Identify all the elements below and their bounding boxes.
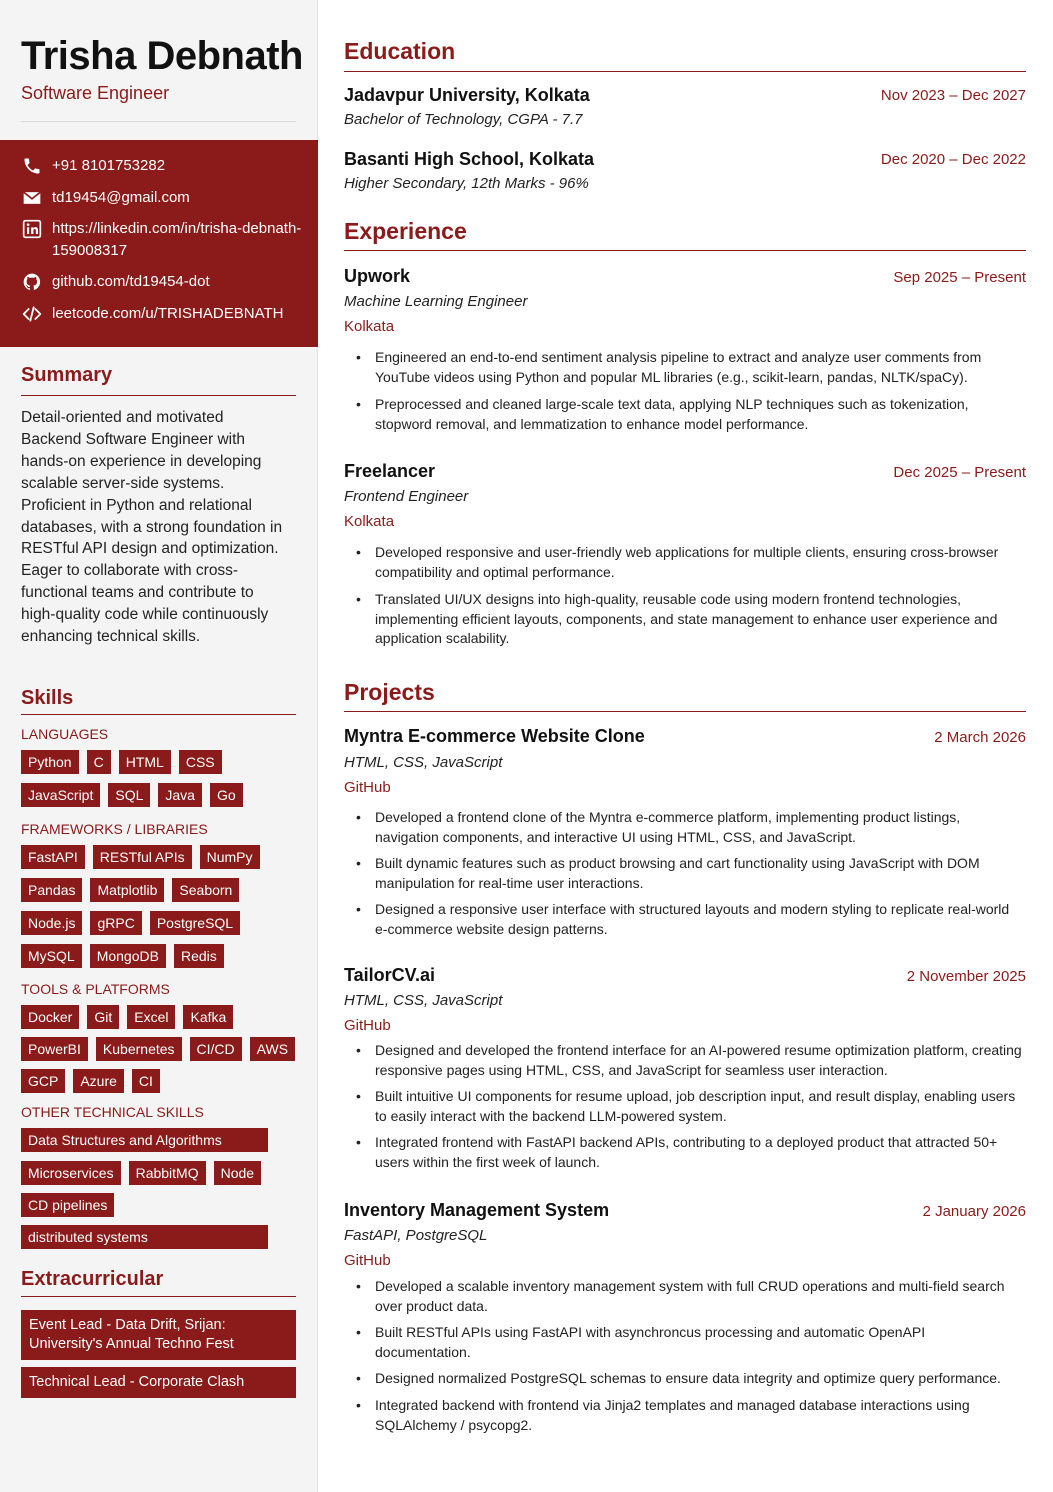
- mail-icon: [22, 188, 42, 208]
- skill-chip: JavaScript: [21, 783, 100, 807]
- skill-chip: Data Structures and Algorithms: [21, 1128, 268, 1152]
- contact-leetcode[interactable]: [22, 303, 302, 325]
- project-bullets: [356, 1277, 1024, 1435]
- chip-row: [21, 750, 230, 774]
- github-text: github.com/td19454-dot: [52, 273, 210, 290]
- education-detail: Higher Secondary, 12th Marks - 96%: [344, 175, 589, 192]
- skill-chip: MySQL: [21, 944, 82, 968]
- skill-chip: PostgreSQL: [150, 911, 240, 935]
- bullet-item: • Designed a responsive user interface with structured layouts and modern styling to replicate real-world e-commerce website design patterns.: [356, 900, 1024, 939]
- skill-chip: Microservices: [21, 1161, 121, 1185]
- project-name: TailorCV.ai: [344, 965, 436, 985]
- linkedin-text: https://linkedin.com/in/trisha-debnath-159008317: [52, 220, 302, 259]
- skill-chip: Redis: [174, 944, 224, 968]
- bullet-item: • Built intuitive UI components for resume upload, job description input, and result display, enabling users to easily interact with the backend LLM-powered system.: [356, 1087, 1024, 1126]
- skill-chip: Git: [87, 1005, 119, 1029]
- chip-row: [21, 783, 251, 807]
- skill-chip: Pandas: [21, 878, 82, 902]
- github-icon: [22, 272, 42, 292]
- skill-chip: Excel: [127, 1005, 175, 1029]
- chip-row: [21, 845, 268, 869]
- project-name: Inventory Management System: [344, 1200, 610, 1220]
- experience-title: Frontend Engineer: [344, 488, 469, 505]
- project-stack: FastAPI, PostgreSQL: [344, 1227, 488, 1244]
- project-date: 2 January 2026: [922, 1203, 1026, 1220]
- linkedin-icon: [22, 219, 42, 239]
- chip-row: [21, 1037, 303, 1061]
- skill-chip: Java: [158, 783, 202, 807]
- education-rule: [344, 71, 1026, 72]
- summary-text: Detail-oriented and motivated Backend Software Engineer with hands-on experience in developing scalable server-side systems. Proficient in Python and relational databases, with a strong foundation in RESTful API design and optimization. Eager to collaborate with cross-functional teams and contribute to high-quality code while continuously enhancing technical skills.: [21, 409, 283, 646]
- skills-category-tools: TOOLS & PLATFORMS: [21, 981, 170, 997]
- experience-bullets: [356, 543, 1024, 649]
- summary-heading: Summary: [21, 364, 113, 386]
- projects-rule: [344, 711, 1026, 712]
- chip-row: [21, 1069, 168, 1093]
- project-bullets: [356, 1041, 1024, 1173]
- experience-location: Kolkata: [344, 318, 395, 335]
- skill-chip: Go: [210, 783, 243, 807]
- phone-text: +91 8101753282: [52, 157, 166, 174]
- project-stack: HTML, CSS, JavaScript: [344, 992, 503, 1009]
- experience-dates: Dec 2025 – Present: [893, 464, 1026, 481]
- bullet-item: • Built dynamic features such as product browsing and cart functionality using JavaScript with DOM manipulation for real-time user interactions.: [356, 854, 1024, 893]
- skill-chip: CI: [132, 1069, 160, 1093]
- skill-chip: distributed systems: [21, 1225, 268, 1249]
- skill-chip: Python: [21, 750, 79, 774]
- project-name: Myntra E-commerce Website Clone: [344, 726, 645, 746]
- education-school: Basanti High School, Kolkata: [344, 149, 595, 169]
- experience-rule: [344, 250, 1026, 251]
- chip-row: [21, 944, 232, 968]
- skills-category-frameworks: FRAMEWORKS / LIBRARIES: [21, 821, 208, 837]
- skills-category-languages: LANGUAGES: [21, 726, 109, 742]
- project-github-link[interactable]: GitHub: [344, 779, 391, 796]
- extracurricular-heading: Extracurricular: [21, 1268, 164, 1290]
- skill-chip: C: [87, 750, 111, 774]
- education-dates: Nov 2023 – Dec 2027: [880, 87, 1026, 104]
- sidebar: [0, 0, 318, 1492]
- bullet-item: • Integrated backend with frontend via Jinja2 templates and managed database interactions using SQLAlchemy / psycopg2.: [356, 1396, 1024, 1435]
- candidate-name: Trisha Debnath: [21, 34, 303, 78]
- divider: [21, 121, 296, 122]
- skill-chip: FastAPI: [21, 845, 85, 869]
- contact-github[interactable]: [22, 271, 302, 293]
- contact-phone[interactable]: [22, 155, 302, 177]
- projects-heading: Projects: [344, 679, 435, 705]
- skill-chip: Docker: [21, 1005, 79, 1029]
- skill-chip: HTML: [119, 750, 171, 774]
- experience-bullets: [356, 348, 1024, 434]
- skill-chip: GCP: [21, 1069, 65, 1093]
- skill-chip: NumPy: [200, 845, 260, 869]
- skills-rule: [21, 714, 296, 715]
- skill-chip: CD pipelines: [21, 1193, 114, 1217]
- project-github-link[interactable]: GitHub: [344, 1017, 391, 1034]
- skills-heading: Skills: [21, 687, 74, 709]
- skill-chip: CI/CD: [190, 1037, 242, 1061]
- skill-chip: Matplotlib: [90, 878, 164, 902]
- code-icon: [22, 304, 42, 324]
- bullet-item: • Translated UI/UX designs into high-quality, reusable code using modern frontend technologies, implementing efficient layouts, components, and state management to enhance user experience and application scalability.: [356, 590, 1024, 649]
- experience-company: Upwork: [344, 266, 411, 286]
- skill-chip: CSS: [179, 750, 222, 774]
- experience-company: Freelancer: [344, 461, 436, 481]
- contact-email[interactable]: [22, 187, 302, 209]
- project-bullets: [356, 808, 1024, 940]
- skill-chip: Kafka: [183, 1005, 233, 1029]
- skill-chip: SQL: [108, 783, 150, 807]
- extracurricular-rule: [21, 1296, 296, 1297]
- extracurricular-item: Event Lead - Data Drift, Srijan: University's Annual Techno Fest: [21, 1310, 296, 1360]
- bullet-item: • Developed a scalable inventory management system with full CRUD operations and multi-field search over product data.: [356, 1277, 1024, 1316]
- contact-linkedin[interactable]: [22, 218, 302, 262]
- chip-row: [21, 1225, 276, 1249]
- leetcode-text: leetcode.com/u/TRISHADEBNATH: [52, 305, 284, 322]
- phone-icon: [22, 156, 42, 176]
- bullet-item: • Preprocessed and cleaned large-scale text data, applying NLP techniques such as tokenization, stopword removal, and lemmatization to enhance model performance.: [356, 395, 1024, 434]
- contact-panel: [0, 140, 318, 347]
- bullet-item: • Built RESTful APIs using FastAPI with asynchroncus processing and automatic OpenAPI documentation.: [356, 1323, 1024, 1362]
- email-text: td19454@gmail.com: [52, 189, 190, 206]
- chip-row: [21, 911, 248, 935]
- chip-row: [21, 1005, 241, 1029]
- project-github-link[interactable]: GitHub: [344, 1252, 391, 1269]
- skill-chip: AWS: [250, 1037, 295, 1061]
- summary-rule: [21, 395, 296, 396]
- bullet-item: • Integrated frontend with FastAPI backend APIs, contributing to a deployed product that attracted 50+ users within the first week of launch.: [356, 1133, 1024, 1172]
- skill-chip: RabbitMQ: [129, 1161, 206, 1185]
- experience-location: Kolkata: [344, 513, 395, 530]
- bullet-item: • Developed responsive and user-friendly web applications for multiple clients, ensuring cross-browser compatibility and optimal performance.: [356, 543, 1024, 582]
- education-school: Jadavpur University, Kolkata: [344, 85, 590, 105]
- chip-row: [21, 878, 247, 902]
- skill-chip: Kubernetes: [96, 1037, 182, 1061]
- skill-chip: PowerBI: [21, 1037, 88, 1061]
- education-detail: Bachelor of Technology, CGPA - 7.7: [344, 111, 583, 128]
- skill-chip: gRPC: [90, 911, 141, 935]
- bullet-item: • Designed normalized PostgreSQL schemas to ensure data integrity and optimize query performance.: [356, 1369, 1024, 1389]
- bullet-item: • Developed a frontend clone of the Myntra e-commerce platform, implementing product listings, navigation components, and interactive UI using HTML, CSS, and JavaScript.: [356, 808, 1024, 847]
- skill-chip: RESTful APIs: [93, 845, 192, 869]
- skill-chip: MongoDB: [90, 944, 166, 968]
- main-content: [344, 0, 1026, 1492]
- experience-heading: Experience: [344, 218, 467, 244]
- education-heading: Education: [344, 38, 456, 64]
- bullet-item: • Engineered an end-to-end sentiment analysis pipeline to extract and analyze user comments from YouTube videos using Python and popular ML libraries (e.g., scikit-learn, pandas, NLTK/spaCy).: [356, 348, 1024, 387]
- chip-row: [21, 1193, 122, 1217]
- candidate-role: Software Engineer: [21, 83, 170, 103]
- education-dates: Dec 2020 – Dec 2022: [880, 151, 1026, 168]
- skills-category-other: OTHER TECHNICAL SKILLS: [21, 1104, 204, 1120]
- bullet-item: • Designed and developed the frontend interface for an AI-powered resume optimization platform, creating responsive pages using HTML, CSS, and JavaScript for seamless user interaction.: [356, 1041, 1024, 1080]
- extracurricular-item: Technical Lead - Corporate Clash: [21, 1367, 296, 1398]
- skill-chip: Azure: [73, 1069, 124, 1093]
- skill-chip: Seaborn: [172, 878, 239, 902]
- project-date: 2 November 2025: [906, 968, 1026, 985]
- chip-row: [21, 1161, 269, 1185]
- project-date: 2 March 2026: [934, 729, 1026, 746]
- chip-row: [21, 1128, 276, 1152]
- experience-title: Machine Learning Engineer: [344, 293, 528, 310]
- skill-chip: Node: [214, 1161, 261, 1185]
- skill-chip: Node.js: [21, 911, 82, 935]
- experience-dates: Sep 2025 – Present: [893, 269, 1026, 286]
- project-stack: HTML, CSS, JavaScript: [344, 754, 503, 771]
